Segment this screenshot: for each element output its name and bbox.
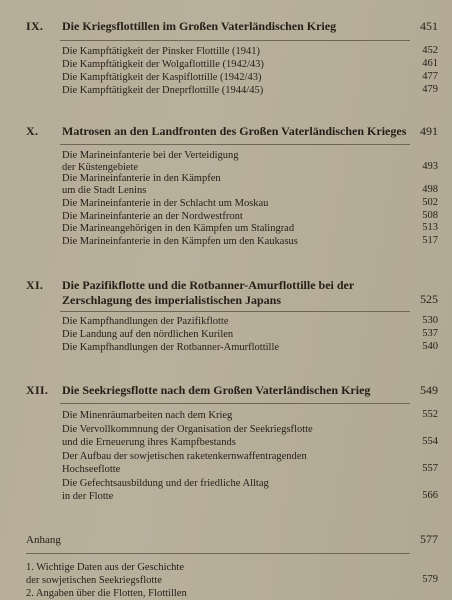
toc-entry-page: 579: [422, 574, 438, 585]
chapter-title: Die Pazifikflotte und die Rotbanner-Amurflottille bei der Zerschlagung des imperialistischen Japans: [62, 278, 354, 307]
toc-entry-page: 513: [422, 222, 438, 233]
toc-entry-page: 566: [422, 490, 438, 501]
chapter-rule: [60, 144, 410, 145]
toc-entry-page: 517: [422, 235, 438, 246]
toc-entry-page: 477: [422, 71, 438, 82]
toc-entry: Die Kampftätigkeit der Dneprflottille (1944/45): [62, 85, 264, 96]
chapter-rule: [60, 40, 410, 41]
toc-entry-page: 502: [422, 197, 438, 208]
toc-entry-page: 498: [422, 184, 438, 195]
toc-entry: Die Gefechtsausbildung und der friedliche Alltag: [62, 478, 269, 489]
toc-entry-page: 493: [422, 161, 438, 172]
chapter-rule: [60, 311, 410, 312]
chapter-page: 451: [420, 19, 438, 33]
toc-entry: Die Marineinfanterie bei der Verteidigung: [62, 150, 239, 161]
toc-entry: der Küstengebiete: [62, 162, 139, 173]
toc-entry-page: 557: [422, 463, 438, 474]
toc-entry-page: 508: [422, 210, 438, 221]
appendix-page: 577: [420, 532, 438, 546]
toc-entry: Hochseeflotte: [62, 464, 121, 475]
toc-entry: Die Marineinfanterie in den Kämpfen: [62, 173, 221, 184]
toc-entry: in der Flotte: [62, 491, 114, 502]
toc-entry: Die Kampftätigkeit der Pinsker Flottille (1941): [62, 46, 261, 57]
toc-entry: um die Stadt Lenins: [62, 185, 147, 196]
appendix-rule: [26, 553, 410, 554]
toc-entry: Die Kampfhandlungen der Rotbanner-Amurflottille: [62, 342, 280, 353]
toc-entry-page: 479: [422, 84, 438, 95]
chapter-title: Die Seekriegsflotte nach dem Großen Vaterländischen Krieg: [62, 383, 371, 397]
chapter-rule: [60, 403, 410, 404]
toc-entry-page: 530: [422, 315, 438, 326]
toc-entry: Die Vervollkommnung der Organisation der Seekriegsflotte: [62, 424, 313, 435]
toc-entry-page: 552: [422, 409, 438, 420]
toc-entry: 1. Wichtige Daten aus der Geschichte: [26, 562, 184, 573]
chapter-title: Die Kriegsflottillen im Großen Vaterländischen Krieg: [62, 19, 337, 33]
toc-entry-page: 452: [422, 45, 438, 56]
chapter-number: IX.: [26, 19, 44, 33]
toc-entry-page: 554: [422, 436, 438, 447]
toc-entry-page: 540: [422, 341, 438, 352]
chapter-page: 491: [420, 124, 438, 138]
toc-entry: 2. Angaben über die Flotten, Flottillen: [26, 588, 187, 599]
toc-entry: Die Kampftätigkeit der Kaspiflottille (1942/43): [62, 72, 262, 83]
appendix-title: Anhang: [26, 534, 61, 546]
toc-entry: Die Marineinfanterie in der Schlacht um Moskau: [62, 198, 269, 209]
toc-entry: Der Aufbau der sowjetischen raketenkernwaffentragenden: [62, 451, 307, 462]
chapter-page: 549: [420, 383, 438, 397]
chapter-number: XI.: [26, 278, 44, 292]
toc-entry: Die Landung auf den nördlichen Kurilen: [62, 329, 234, 340]
toc-entry: Die Marineinfanterie in den Kämpfen um den Kaukasus: [62, 236, 298, 247]
chapter-page: 525: [420, 292, 438, 306]
chapter-title: Matrosen an den Landfronten des Großen Vaterländischen Krieges: [62, 124, 407, 138]
toc-entry: Die Marineangehörigen in den Kämpfen um Stalingrad: [62, 223, 295, 234]
toc-entry: Die Kampfhandlungen der Pazifikflotte: [62, 316, 229, 327]
toc-entry-page: 461: [422, 58, 438, 69]
toc-entry: Die Marineinfanterie an der Nordwestfront: [62, 211, 243, 222]
toc-entry-page: 537: [422, 328, 438, 339]
chapter-number: X.: [26, 124, 39, 138]
toc-entry: Die Kampftätigkeit der Wolgaflottille (1942/43): [62, 59, 264, 70]
toc-entry: der sowjetischen Seekriegsflotte: [26, 575, 162, 586]
chapter-number: XII.: [26, 383, 49, 397]
toc-entry: Die Minenräumarbeiten nach dem Krieg: [62, 410, 233, 421]
toc-entry: und die Erneuerung ihres Kampfbestands: [62, 437, 236, 448]
